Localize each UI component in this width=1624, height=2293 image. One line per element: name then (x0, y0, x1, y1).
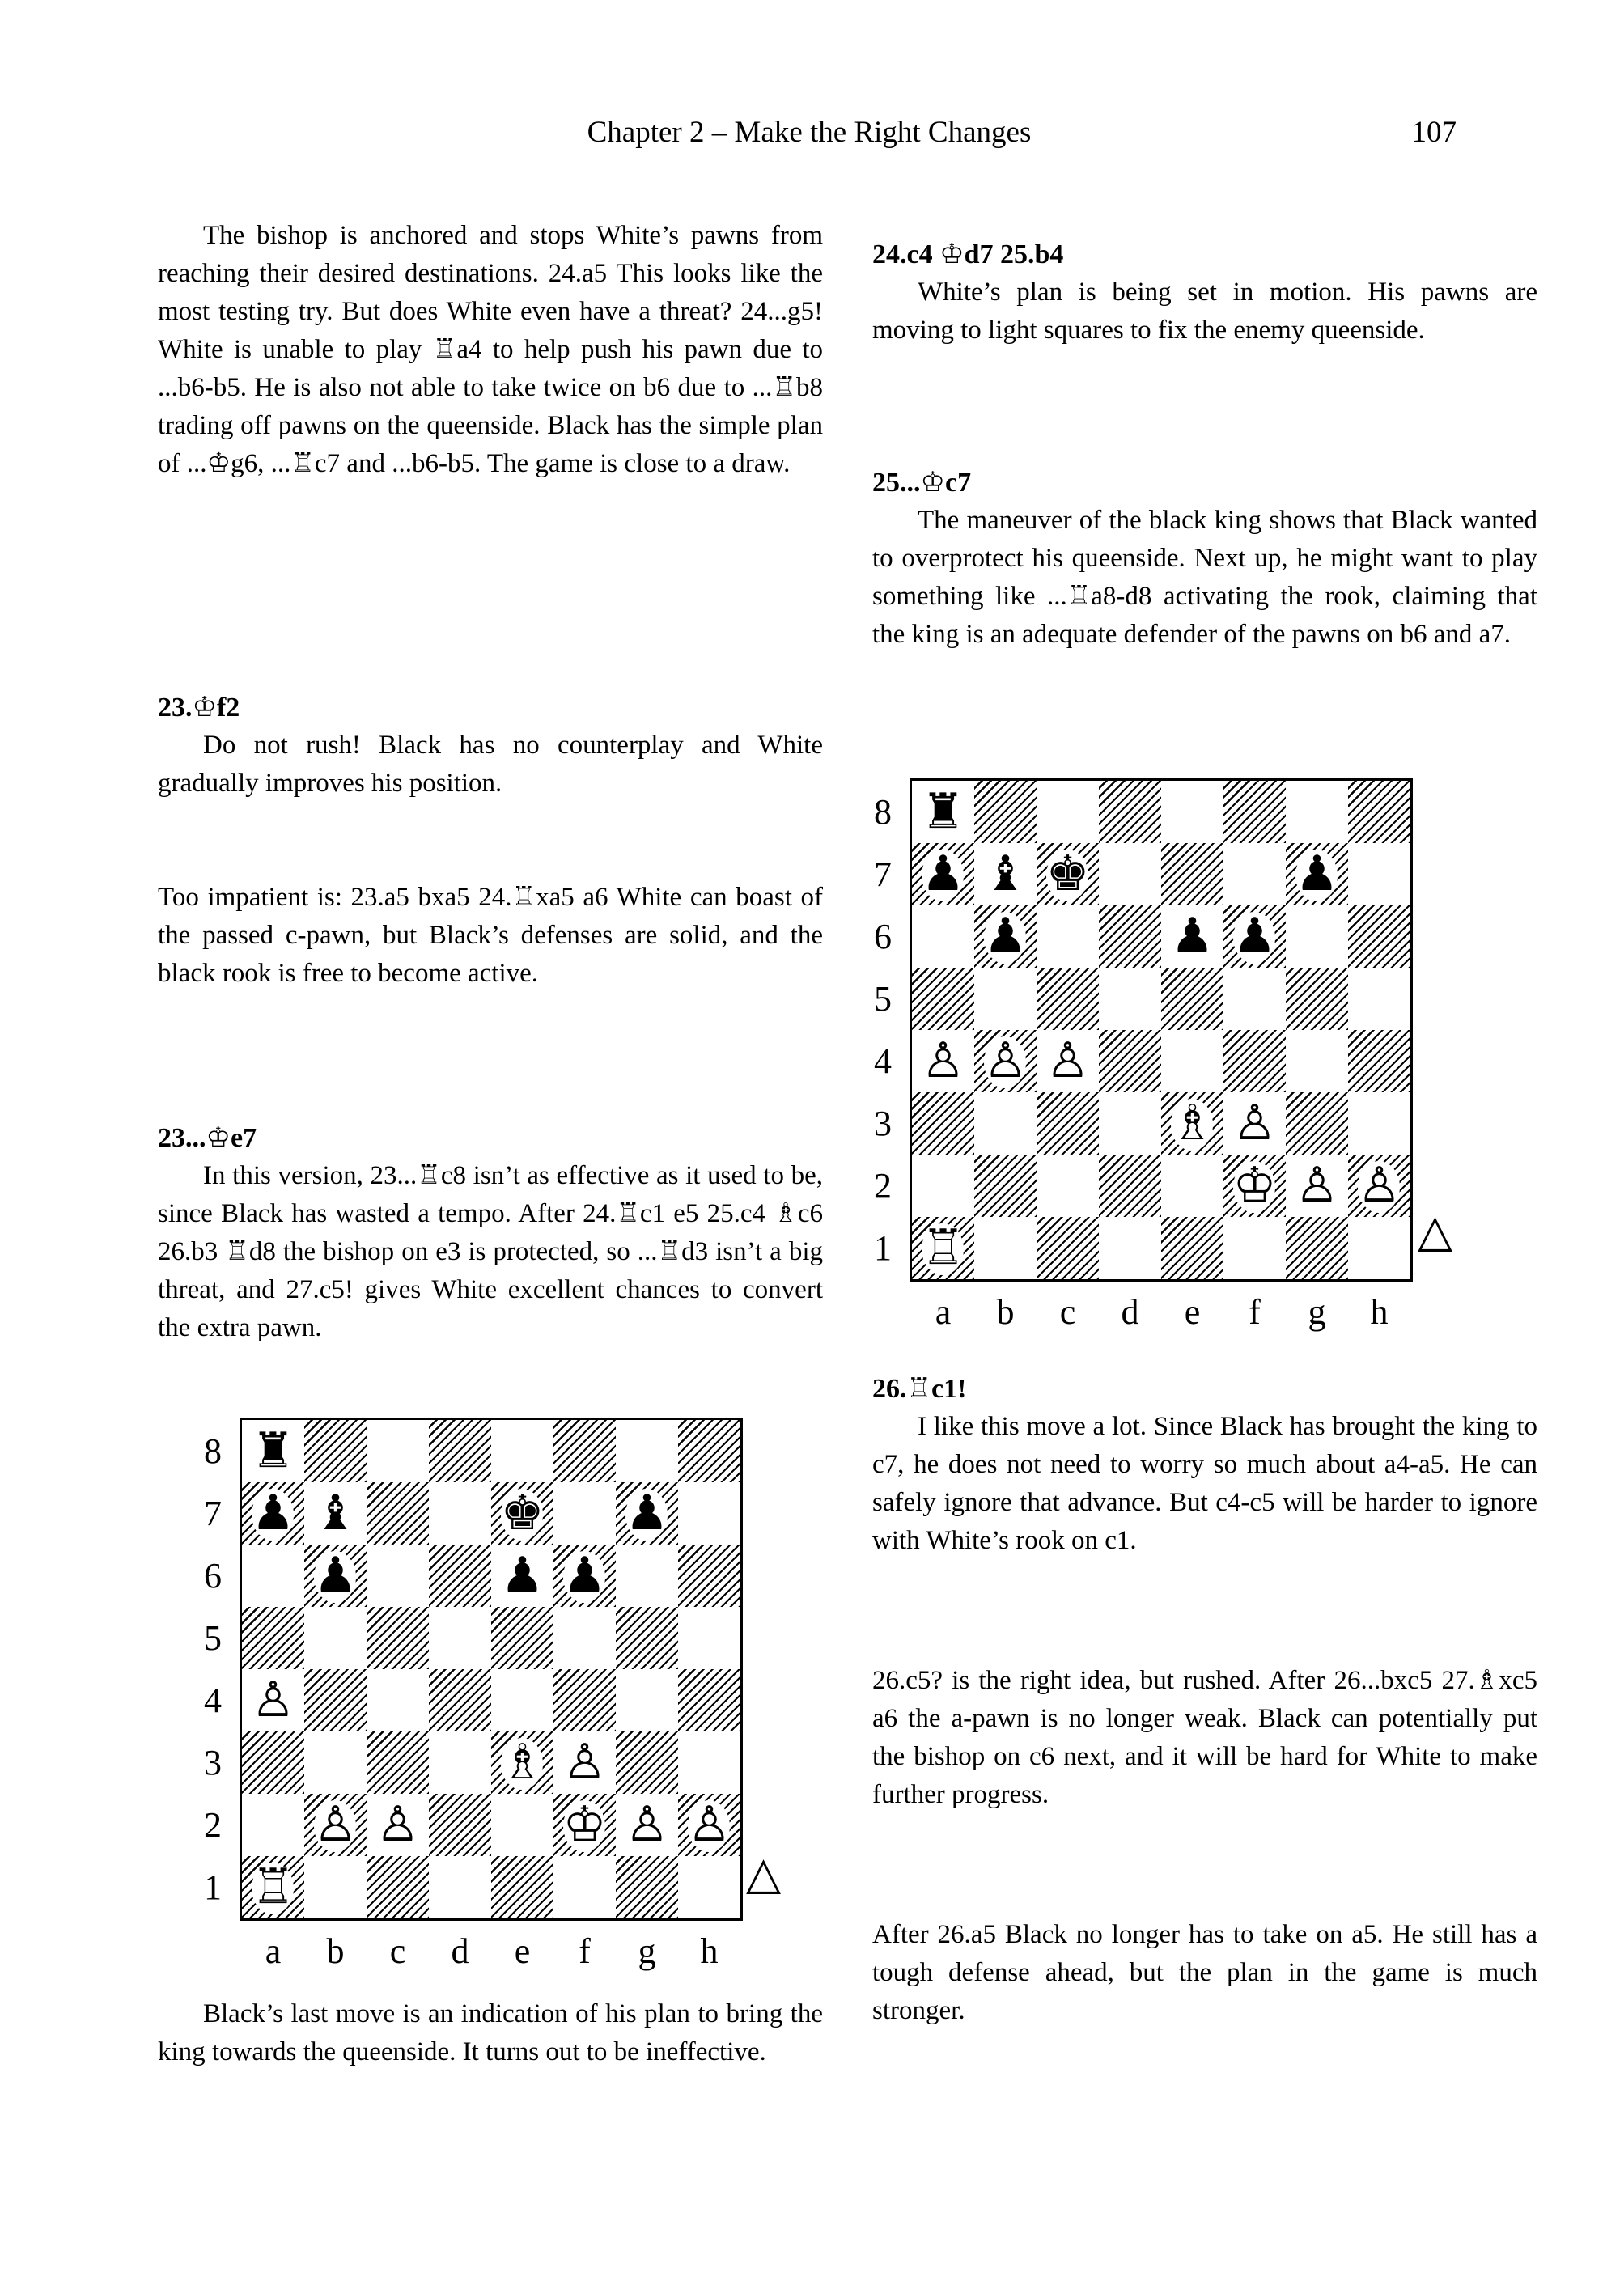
square-h8 (1348, 781, 1410, 843)
square-a5 (242, 1607, 304, 1669)
square-g7 (616, 1482, 678, 1545)
square-c1 (1037, 1217, 1099, 1279)
rank-label-2: 2 (874, 1166, 892, 1206)
square-c7 (367, 1482, 429, 1545)
square-e3 (1161, 1092, 1223, 1155)
chess-board (910, 778, 1413, 1282)
square-e2 (491, 1794, 553, 1856)
white-pawn: ♙ (563, 1731, 607, 1794)
move-heading: 23...♔e7 (158, 1123, 257, 1153)
black-pawn: ♟ (1171, 905, 1215, 968)
square-d7 (429, 1482, 491, 1545)
black-pawn: ♟ (314, 1545, 358, 1607)
file-label-d: d (451, 1931, 469, 1971)
square-g8 (1286, 781, 1348, 843)
file-label-b: b (326, 1931, 345, 1971)
square-f7 (1223, 843, 1286, 905)
file-label-g: g (638, 1931, 656, 1971)
square-d2 (1099, 1155, 1161, 1217)
black-bishop: ♝ (314, 1482, 358, 1545)
square-a3 (912, 1092, 974, 1155)
white-bishop: ♗ (501, 1731, 545, 1794)
white-pawn: ♙ (314, 1794, 358, 1856)
white-pawn: ♙ (1358, 1155, 1401, 1217)
white-rook: ♖ (252, 1856, 295, 1918)
chess-board (240, 1418, 743, 1921)
square-b8 (304, 1420, 367, 1482)
square-e6 (491, 1545, 553, 1607)
square-f2 (1223, 1155, 1286, 1217)
square-d3 (1099, 1092, 1161, 1155)
square-d1 (1099, 1217, 1161, 1279)
square-a1 (242, 1856, 304, 1918)
square-a7 (242, 1482, 304, 1545)
square-a8 (912, 781, 974, 843)
page-number: 107 (1411, 116, 1457, 149)
square-c2 (1037, 1155, 1099, 1217)
black-rook: ♜ (922, 781, 965, 843)
white-king: ♔ (1233, 1155, 1277, 1217)
square-c2 (367, 1794, 429, 1856)
file-label-a: a (935, 1292, 952, 1332)
square-g1 (1286, 1217, 1348, 1279)
square-c6 (1037, 905, 1099, 968)
square-a5 (912, 968, 974, 1030)
white-pawn: ♙ (252, 1669, 295, 1731)
white-pawn: ♙ (922, 1030, 965, 1092)
square-f3 (553, 1731, 616, 1794)
rank-label-4: 4 (874, 1041, 892, 1081)
square-e1 (1161, 1217, 1223, 1279)
square-b2 (974, 1155, 1037, 1217)
square-h5 (678, 1607, 740, 1669)
square-f6 (1223, 905, 1286, 968)
square-f3 (1223, 1092, 1286, 1155)
rank-label-6: 6 (204, 1556, 222, 1596)
paragraph: White’s plan is being set in motion. His pawns are moving to light squares to fix the enemy queenside. (872, 278, 1537, 345)
square-b5 (974, 968, 1037, 1030)
rank-label-8: 8 (204, 1431, 222, 1471)
white-pawn: ♙ (688, 1794, 731, 1856)
square-h1 (1348, 1217, 1410, 1279)
black-rook: ♜ (252, 1420, 295, 1482)
square-a8 (242, 1420, 304, 1482)
square-e2 (1161, 1155, 1223, 1217)
file-label-g: g (1308, 1292, 1326, 1332)
square-f1 (553, 1856, 616, 1918)
white-rook: ♖ (922, 1217, 965, 1279)
square-d4 (1099, 1030, 1161, 1092)
square-f1 (1223, 1217, 1286, 1279)
square-g3 (1286, 1092, 1348, 1155)
square-a1 (912, 1217, 974, 1279)
square-e8 (1161, 781, 1223, 843)
square-c1 (367, 1856, 429, 1918)
file-labels (912, 1291, 1410, 1333)
square-g3 (616, 1731, 678, 1794)
square-b6 (974, 905, 1037, 968)
square-h1 (678, 1856, 740, 1918)
black-pawn: ♟ (1233, 905, 1277, 968)
square-h6 (678, 1545, 740, 1607)
square-b8 (974, 781, 1037, 843)
rank-label-2: 2 (204, 1805, 222, 1845)
square-d4 (429, 1669, 491, 1731)
square-d3 (429, 1731, 491, 1794)
white-pawn: ♙ (1046, 1030, 1090, 1092)
file-label-b: b (996, 1292, 1015, 1332)
square-c5 (1037, 968, 1099, 1030)
paragraph: Too impatient is: 23.a5 bxa5 24.♖xa5 a6 White can boast of the passed c-pawn, but Black’s defenses are solid, and the black rook is free to become active. (158, 883, 823, 988)
square-h4 (1348, 1030, 1410, 1092)
white-king: ♔ (563, 1794, 607, 1856)
black-pawn: ♟ (984, 905, 1028, 968)
rank-labels (196, 1420, 230, 1918)
square-h8 (678, 1420, 740, 1482)
move-heading: 24.c4 ♔d7 25.b4 (872, 239, 1064, 269)
square-g5 (616, 1607, 678, 1669)
square-h3 (1348, 1092, 1410, 1155)
square-f4 (553, 1669, 616, 1731)
square-a4 (912, 1030, 974, 1092)
white-to-move-icon: △ (746, 1847, 782, 1900)
square-h7 (678, 1482, 740, 1545)
file-label-a: a (265, 1931, 282, 1971)
square-a7 (912, 843, 974, 905)
square-b2 (304, 1794, 367, 1856)
square-e7 (491, 1482, 553, 1545)
white-pawn: ♙ (376, 1794, 420, 1856)
square-a6 (242, 1545, 304, 1607)
square-d1 (429, 1856, 491, 1918)
rank-label-4: 4 (204, 1681, 222, 1720)
square-e5 (1161, 968, 1223, 1030)
square-a2 (242, 1794, 304, 1856)
square-f6 (553, 1545, 616, 1607)
square-d7 (1099, 843, 1161, 905)
square-a4 (242, 1669, 304, 1731)
square-g2 (616, 1794, 678, 1856)
white-pawn: ♙ (984, 1030, 1028, 1092)
paragraph: I like this move a lot. Since Black has brought the king to c7, he does not need to worry so much about a4-a5. He can safely ignore that advance. But c4-c5 will be harder to ignore with White’s rook on c1. (872, 1412, 1537, 1555)
square-c7 (1037, 843, 1099, 905)
white-pawn: ♙ (1233, 1092, 1277, 1155)
rank-label-8: 8 (874, 792, 892, 832)
white-pawn: ♙ (1295, 1155, 1339, 1217)
black-pawn: ♟ (563, 1545, 607, 1607)
square-b4 (974, 1030, 1037, 1092)
paragraph: Do not rush! Black has no counterplay and White gradually improves his position. (158, 731, 823, 798)
move-heading: 23.♔f2 (158, 693, 240, 723)
rank-label-1: 1 (204, 1867, 222, 1907)
black-pawn: ♟ (252, 1482, 295, 1545)
square-e7 (1161, 843, 1223, 905)
square-h7 (1348, 843, 1410, 905)
rank-label-6: 6 (874, 917, 892, 956)
black-pawn: ♟ (922, 843, 965, 905)
square-b3 (974, 1092, 1037, 1155)
square-e3 (491, 1731, 553, 1794)
move-heading: 25...♔c7 (872, 468, 972, 498)
white-pawn: ♙ (625, 1794, 669, 1856)
square-c8 (367, 1420, 429, 1482)
square-e8 (491, 1420, 553, 1482)
square-d8 (429, 1420, 491, 1482)
white-bishop: ♗ (1171, 1092, 1215, 1155)
square-g6 (616, 1545, 678, 1607)
file-label-e: e (1184, 1292, 1201, 1332)
square-g2 (1286, 1155, 1348, 1217)
rank-label-1: 1 (874, 1228, 892, 1268)
black-bishop: ♝ (984, 843, 1028, 905)
square-c3 (1037, 1092, 1099, 1155)
square-b7 (304, 1482, 367, 1545)
square-g6 (1286, 905, 1348, 968)
rank-label-5: 5 (204, 1618, 222, 1658)
file-label-f: f (579, 1931, 591, 1971)
square-f2 (553, 1794, 616, 1856)
square-b1 (974, 1217, 1037, 1279)
black-pawn: ♟ (501, 1545, 545, 1607)
rank-label-3: 3 (204, 1743, 222, 1782)
square-g4 (616, 1669, 678, 1731)
square-f4 (1223, 1030, 1286, 1092)
square-c3 (367, 1731, 429, 1794)
square-g5 (1286, 968, 1348, 1030)
black-king: ♚ (1046, 843, 1090, 905)
rank-label-7: 7 (204, 1494, 222, 1533)
square-a6 (912, 905, 974, 968)
paragraph: The maneuver of the black king shows that Black wanted to overprotect his queenside. Next up, he might want to play something like ...♖a8-d8 activating the rook, claiming that the king is an adequate defender of the pawns on b6 and a7. (872, 506, 1537, 649)
black-pawn: ♟ (1295, 843, 1339, 905)
square-g7 (1286, 843, 1348, 905)
square-g8 (616, 1420, 678, 1482)
file-label-c: c (389, 1931, 406, 1971)
square-e6 (1161, 905, 1223, 968)
file-label-f: f (1249, 1292, 1261, 1332)
square-b5 (304, 1607, 367, 1669)
square-c4 (367, 1669, 429, 1731)
paragraph: The bishop is anchored and stops White’s pawns from reaching their desired destinations. 24.a5 This looks like the most testing try. But does White even have a threat? 24...g5! White is unable to play ♖a4 to help push his pawn due to ...b6-b5. He is also not able to take twice on b6 due to ...♖b8 trading off pawns on the queenside. Black has the simple plan of ...♔g6, ...♖c7 and ...b6-b5. The game is close to a draw. (158, 221, 823, 478)
square-c5 (367, 1607, 429, 1669)
square-h4 (678, 1669, 740, 1731)
square-f8 (553, 1420, 616, 1482)
paragraph: After 26.a5 Black no longer has to take on a5. He still has a tough defense ahead, but the plan in the game is much stronger. (872, 1920, 1537, 2025)
file-label-c: c (1059, 1292, 1076, 1332)
square-a2 (912, 1155, 974, 1217)
square-h2 (678, 1794, 740, 1856)
square-a3 (242, 1731, 304, 1794)
paragraph: 26.c5? is the right idea, but rushed. After 26...bxc5 27.♗xc5 a6 the a-pawn is no longer weak. Black can potentially put the bishop on c6 next, and it will be hard for White to make further progress. (872, 1666, 1537, 1809)
white-to-move-icon: △ (1418, 1205, 1453, 1257)
square-e1 (491, 1856, 553, 1918)
paragraph: Black’s last move is an indication of his plan to bring the king towards the queenside. It turns out to be ineffective. (158, 1999, 823, 2066)
square-h2 (1348, 1155, 1410, 1217)
square-f8 (1223, 781, 1286, 843)
rank-labels (866, 781, 900, 1279)
square-f7 (553, 1482, 616, 1545)
square-d6 (1099, 905, 1161, 968)
file-label-d: d (1121, 1292, 1139, 1332)
rank-label-3: 3 (874, 1104, 892, 1143)
rank-label-5: 5 (874, 979, 892, 1019)
square-g4 (1286, 1030, 1348, 1092)
file-label-h: h (700, 1931, 719, 1971)
square-h6 (1348, 905, 1410, 968)
square-d6 (429, 1545, 491, 1607)
square-e5 (491, 1607, 553, 1669)
square-d8 (1099, 781, 1161, 843)
square-d5 (429, 1607, 491, 1669)
square-b4 (304, 1669, 367, 1731)
square-c8 (1037, 781, 1099, 843)
square-b7 (974, 843, 1037, 905)
file-label-e: e (514, 1931, 531, 1971)
square-e4 (1161, 1030, 1223, 1092)
square-b6 (304, 1545, 367, 1607)
square-b1 (304, 1856, 367, 1918)
square-c4 (1037, 1030, 1099, 1092)
square-e4 (491, 1669, 553, 1731)
square-h5 (1348, 968, 1410, 1030)
black-pawn: ♟ (625, 1482, 669, 1545)
move-heading: 26.♖c1! (872, 1374, 967, 1404)
file-labels (242, 1931, 740, 1973)
square-f5 (1223, 968, 1286, 1030)
square-c6 (367, 1545, 429, 1607)
square-d2 (429, 1794, 491, 1856)
square-b3 (304, 1731, 367, 1794)
rank-label-7: 7 (874, 854, 892, 894)
square-h3 (678, 1731, 740, 1794)
square-f5 (553, 1607, 616, 1669)
square-g1 (616, 1856, 678, 1918)
file-label-h: h (1370, 1292, 1389, 1332)
black-king: ♚ (501, 1482, 545, 1545)
paragraph: In this version, 23...♖c8 isn’t as effective as it used to be, since Black has wasted a tempo. After 24.♖c1 e5 25.c4 ♗c6 26.b3 ♖d8 the bishop on e3 is protected, so ...♖d3 isn’t a big threat, and 27.c5! gives White excellent chances to convert the extra pawn. (158, 1161, 823, 1342)
chapter-header: Chapter 2 – Make the Right Changes (587, 116, 1032, 149)
square-d5 (1099, 968, 1161, 1030)
